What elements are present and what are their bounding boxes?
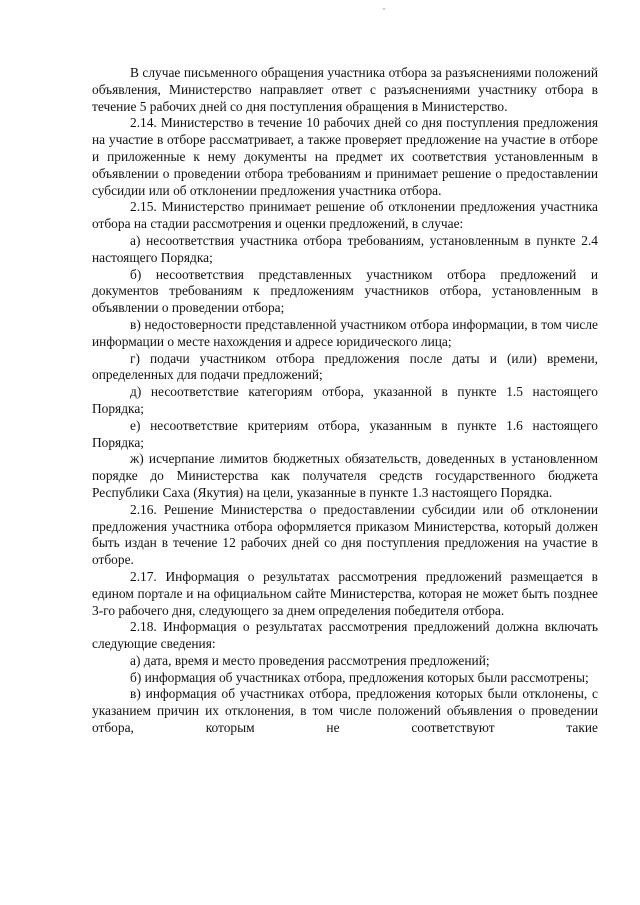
info-item-v: в) информация об участниках отбора, предложения которых были отклонены, с указанием причин их отклонения, в том числе положений объявления о проведении отбора, которым не соответствуют такие	[92, 686, 598, 736]
list-item-zh: ж) исчерпание лимитов бюджетных обязательств, доведенных в установленном порядке до Министерства как получателя средств государственного бюджета Республики Саха (Якутия) на цели, указанные в пункте 1.3 настоящего Порядка.	[92, 451, 598, 500]
list-item-g: г) подачи участником отбора предложения после даты и (или) времени, определенных для подачи предложений;	[92, 350, 598, 383]
paragraph-2-17: 2.17. Информация о результатах рассмотрения предложений размещается в едином портале и на официальном сайте Министерства, которая не может быть позднее 3-го рабочего дня, следующего за днем определения победителя отбора.	[92, 568, 598, 618]
list-item-b: б) несоответствия представленных участником отбора предложений и документов требованиям к предложениям участников отбора, установленным в объявлении о проведении отбора;	[92, 266, 598, 316]
info-item-b: б) информация об участниках отбора, предложения которых были рассмотрены;	[130, 669, 589, 685]
paragraph-2-16: 2.16. Решение Министерства о предоставлении субсидии или об отклонении предложения участника отбора оформляется приказом Министерства, который должен быть издан в течение 12 рабочих дней со дня поступления предложения на участие в отборе.	[92, 501, 598, 568]
info-item-a: а) дата, время и место проведения рассмотрения предложений;	[130, 652, 490, 668]
list-item-v: в) недостоверности представленной участником отбора информации, в том числе информации о месте нахождения и адресе юридического лица;	[92, 316, 598, 349]
list-item-e: е) несоответствие критериям отбора, указанным в пункте 1.6 настоящего Порядка;	[92, 417, 598, 450]
document-page	[92, 65, 598, 737]
paragraph-clarification-response: В случае письменного обращения участника отбора за разъяснениями положений объявления, Министерство направляет ответ с разъяснениями участнику отбора в течение 5 рабочих дней со дня поступления обращения в Министерство.	[92, 65, 598, 114]
scan-speck	[383, 8, 385, 10]
paragraph-2-18: 2.18. Информация о результатах рассмотрения предложений должна включать следующие сведения:	[92, 619, 598, 652]
list-item-d: д) несоответствие категориям отбора, указанной в пункте 1.5 настоящего Порядка;	[92, 384, 598, 416]
paragraph-2-15: 2.15. Министерство принимает решение об отклонении предложения участника отбора на стадии рассмотрения и оценки предложений, в случае:	[92, 199, 598, 232]
list-item-a: а) несоответствия участника отбора требованиям, установленным в пункте 2.4 настоящего Порядка;	[92, 232, 598, 265]
paragraph-2-14: 2.14. Министерство в течение 10 рабочих дней со дня поступления предложения на участие в отборе рассматривает, а также проверяет предложение на участие в отборе и приложенные к нему документы на предмет их соответствия установленным в объявлении о проведении отбора требованиям и принимает решение о предоставлении субсидии или об отклонении предложения участника отбора.	[92, 115, 598, 198]
